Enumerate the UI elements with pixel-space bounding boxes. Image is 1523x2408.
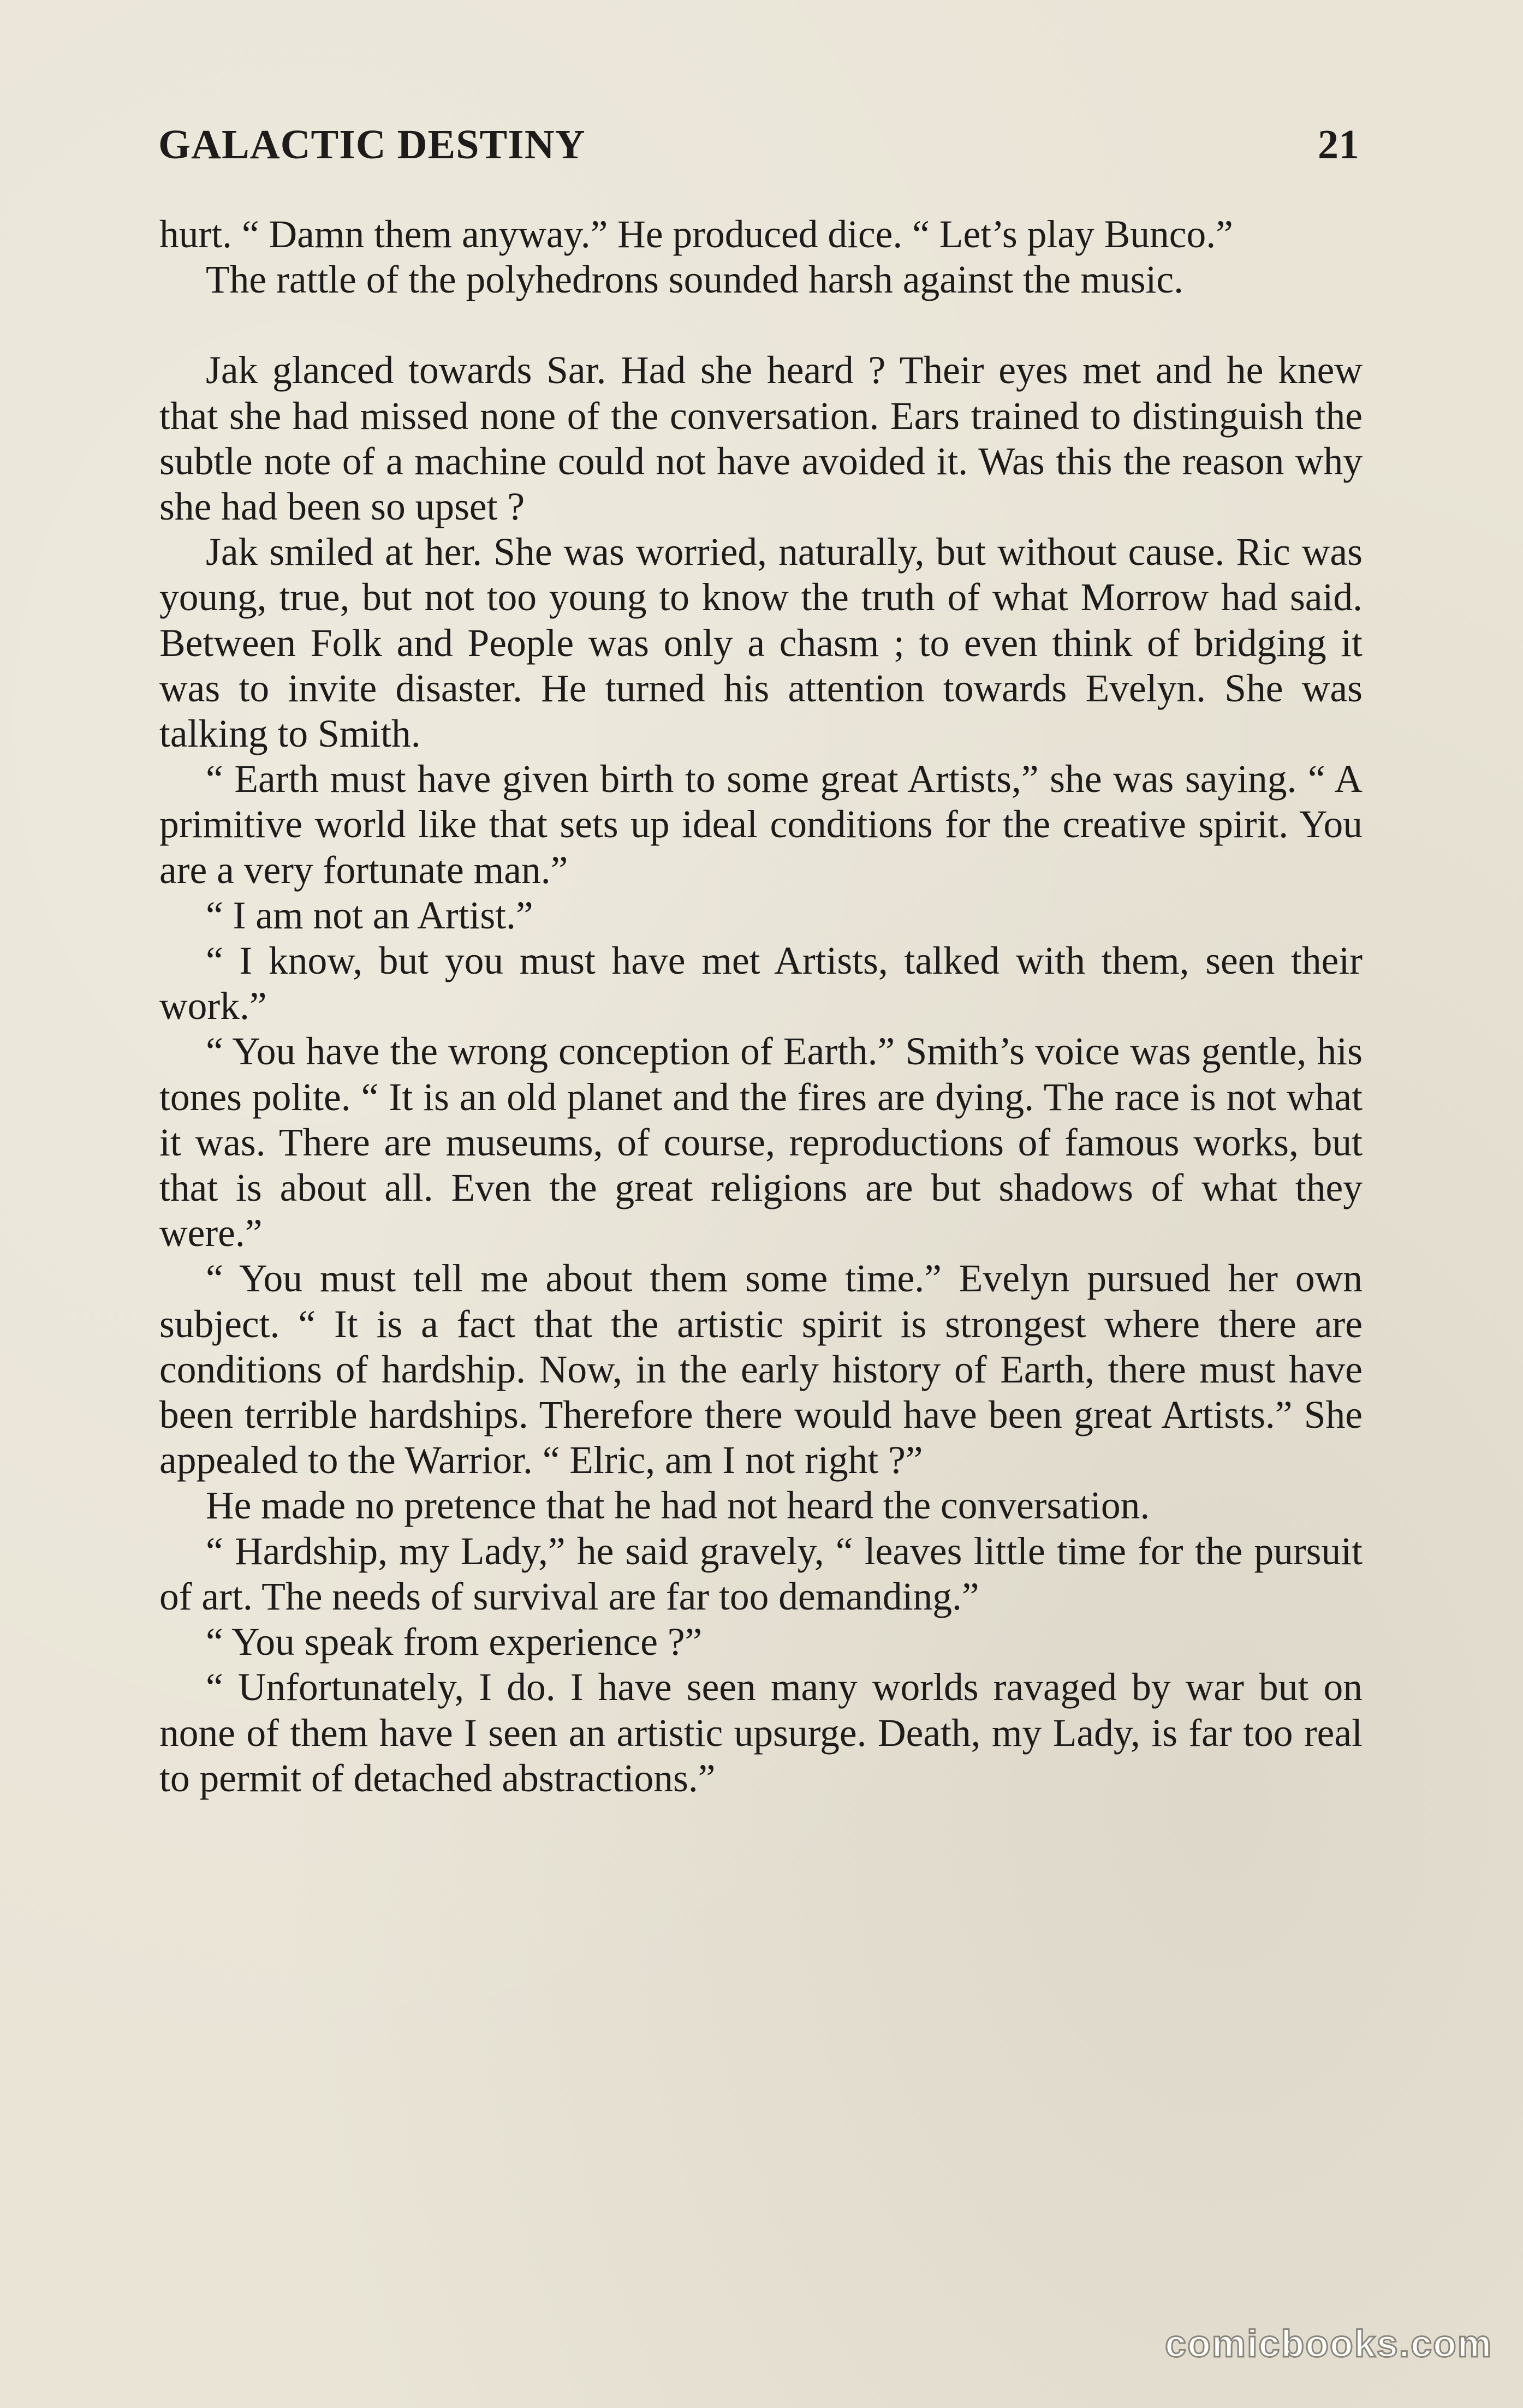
- paragraph: “ I know, but you must have met Artists, talked with them, seen their work.”: [159, 939, 1363, 1028]
- running-head: [158, 121, 1359, 176]
- watermark: comicbooks.com: [1165, 2322, 1492, 2365]
- body-text: [159, 212, 1363, 1801]
- paragraph: “ Earth must have given birth to some great Artists,” she was saying. “ A primitive world like that sets up ideal conditions for the creative spirit. You are a very fortunate man.”: [159, 758, 1363, 892]
- paragraph: The rattle of the polyhedrons sounded harsh against the music.: [206, 258, 1184, 302]
- paragraph: “ Hardship, my Lady,” he said gravely, “ leaves little time for the pursuit of art. The needs of survival are far too demanding.”: [159, 1529, 1363, 1618]
- page-number: 21: [1318, 122, 1359, 168]
- paragraph: “ Unfortunately, I do. I have seen many worlds ravaged by war but on none of them have I seen an artistic upsurge. Death, my Lady, is far too real to permit of detached abstractions.”: [159, 1666, 1363, 1800]
- paragraph: He made no pretence that he had not heard the conversation.: [206, 1484, 1150, 1528]
- paragraph: “ You have the wrong conception of Earth.” Smith’s voice was gentle, his tones polite. “ It is an old planet and the fires are dying. The race is not what it was. There are museums, of course, reproductions of famous works, but that is about all. Even the great religions are but shadows of what they were.”: [159, 1030, 1363, 1255]
- paragraph: “ You speak from experience ?”: [206, 1620, 703, 1664]
- paragraph: “ You must tell me about them some time.” Evelyn pursued her own subject. “ It is a fact that the artistic spirit is strongest where there are conditions of hardship. Now, in the early history of Earth, there must have been terrible hardships. Therefore there would have been great Artists.” She appealed to the Warrior. “ Elric, am I not right ?”: [159, 1257, 1363, 1482]
- paragraph: Jak glanced towards Sar. Had she heard ? Their eyes met and he knew that she had missed none of the conversation. Ears trained to distinguish the subtle note of a machine could not have avoided it. Was this the reason why she had been so upset ?: [159, 349, 1363, 529]
- paragraph: hurt. “ Damn them anyway.” He produced dice. “ Let’s play Bunco.”: [159, 213, 1233, 256]
- paragraph: “ I am not an Artist.”: [206, 893, 533, 937]
- paragraph: Jak smiled at her. She was worried, naturally, but without cause. Ric was young, true, but not too young to know the truth of what Morrow had said. Between Folk and People was only a chasm ; to even think of bridging it was to invite disaster. He turned his attention towards Evelyn. She was talking to Smith.: [159, 531, 1363, 756]
- running-title: GALACTIC DESTINY: [158, 122, 586, 168]
